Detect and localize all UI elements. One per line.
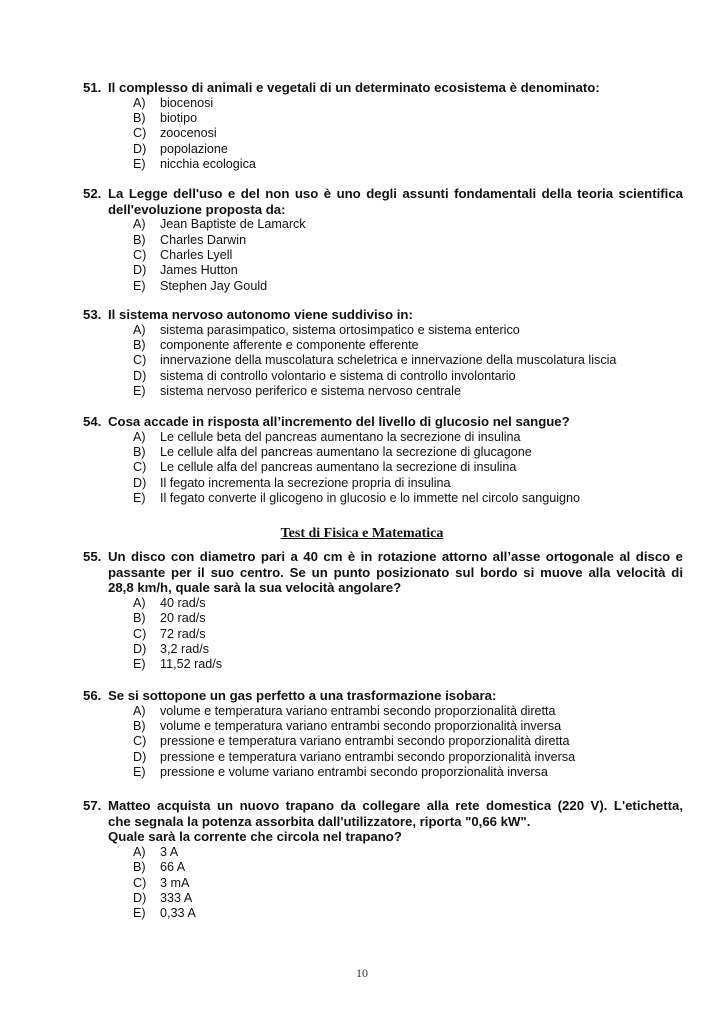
section-title: Test di Fisica e Matematica [280,526,444,541]
answer-option: E) 0,33 A [133,906,196,921]
answer-option: D) James Hutton [133,263,238,278]
question-number: 54. [83,414,102,429]
question-number: 53. [83,307,102,322]
answer-option: C) 72 rad/s [133,626,206,641]
answer-option: E) 11,52 rad/s [133,657,223,672]
answer-option: D) 333 A [133,891,193,905]
question-text-line: 28,8 km/h, quale sarà la sua velocità angolare? [108,580,402,596]
question-text-line: La Legge dell'uso e del non uso è uno degli assunti fondamentali della teoria scientifica [108,186,683,201]
question-55 [83,549,683,673]
question-54 [83,414,683,507]
question-text-line: dell'evoluzione proposta da: [108,201,286,217]
answer-option: A) sistema parasimpatico, sistema ortosimpatico e sistema enterico [133,322,520,337]
answer-option: D) Il fegato incrementa la secrezione propria di insulina [133,475,451,490]
answer-option: C) innervazione della muscolatura scheletrica e innervazione della muscolatura liscia [133,353,617,368]
question-51 [83,80,683,173]
question-number: 52. [83,186,102,201]
answer-option: D) 3,2 rad/s [133,642,210,656]
answer-option: E) sistema nervoso periferico e sistema nervoso centrale [133,384,461,399]
answer-option: D) pressione e temperatura variano entrambi secondo proporzionalità inversa [133,749,576,764]
answer-option: A) 40 rad/s [133,595,206,610]
answer-option: B) volume e temperatura variano entrambi secondo proporzionalità inversa [133,719,562,733]
answer-option: E) Il fegato converte il glicogeno in glucosio e lo immette nel circolo sanguigno [133,491,581,506]
answer-option: C) pressione e temperatura variano entrambi secondo proporzionalità diretta [133,734,570,749]
answer-option: E) nicchia ecologica [133,157,256,172]
answer-option: B) 66 A [133,860,186,875]
question-number: 56. [83,688,102,703]
question-text: Il sistema nervoso autonomo viene suddiviso in: [108,307,413,322]
answer-option: D) sistema di controllo volontario e sistema di controllo involontario [133,368,516,383]
answer-option: E) pressione e volume variano entrambi secondo proporzionalità inversa [133,765,548,780]
question-53 [83,307,683,400]
answer-option: C) 3 mA [133,875,190,890]
answer-option: A) volume e temperatura variano entrambi secondo proporzionalità diretta [133,703,556,718]
question-52 [83,186,683,294]
question-text-line: che segnala la potenza assorbita dall'utilizzatore, riporta "0,66 kW". [108,813,531,829]
question-number: 55. [83,549,102,564]
answer-option: B) componente afferente e componente efferente [133,338,419,352]
question-text-line: Matteo acquista un nuovo trapano da collegare alla rete domestica (220 V). L'etichetta, [108,798,683,813]
answer-option: B) Charles Darwin [133,232,247,247]
answer-option: A) 3 A [133,844,179,859]
answer-option: E) Stephen Jay Gould [133,278,268,293]
question-57 [83,798,683,922]
question-text-line: Un disco con diametro pari a 40 cm è in rotazione attorno all’asse ortogonale al disco e [108,549,683,564]
question-text: Cosa accade in risposta all’incremento del livello di glucosio nel sangue? [108,414,570,429]
page-number: 10 [356,966,368,980]
question-number: 51. [83,80,102,95]
answer-option: A) Le cellule beta del pancreas aumentano la secrezione di insulina [133,429,521,444]
answer-option: B) biotipo [133,111,198,125]
answer-option: B) 20 rad/s [133,611,206,626]
answer-option: D) popolazione [133,141,228,156]
answer-option: C) Charles Lyell [133,248,233,262]
answer-option: C) zoocenosi [133,126,217,141]
question-text: Se si sottopone un gas perfetto a una trasformazione isobara: [108,688,497,703]
answer-option: A) Jean Baptiste de Lamarck [133,217,306,232]
question-text-line: Quale sarà la corrente che circola nel trapano? [108,829,402,845]
answer-option: C) Le cellule alfa del pancreas aumentano la secrezione di insulina [133,460,517,475]
question-text-line: passante per il suo centro. Se un punto posizionato sul bordo si muove alla velocità di [108,564,683,580]
answer-option: A) biocenosi [133,95,214,110]
answer-option: B) Le cellule alfa del pancreas aumentano la secrezione di glucagone [133,445,532,459]
question-text: Il complesso di animali e vegetali di un determinato ecosistema è denominato: [108,80,600,95]
question-number: 57. [83,798,102,813]
question-56 [83,688,683,781]
